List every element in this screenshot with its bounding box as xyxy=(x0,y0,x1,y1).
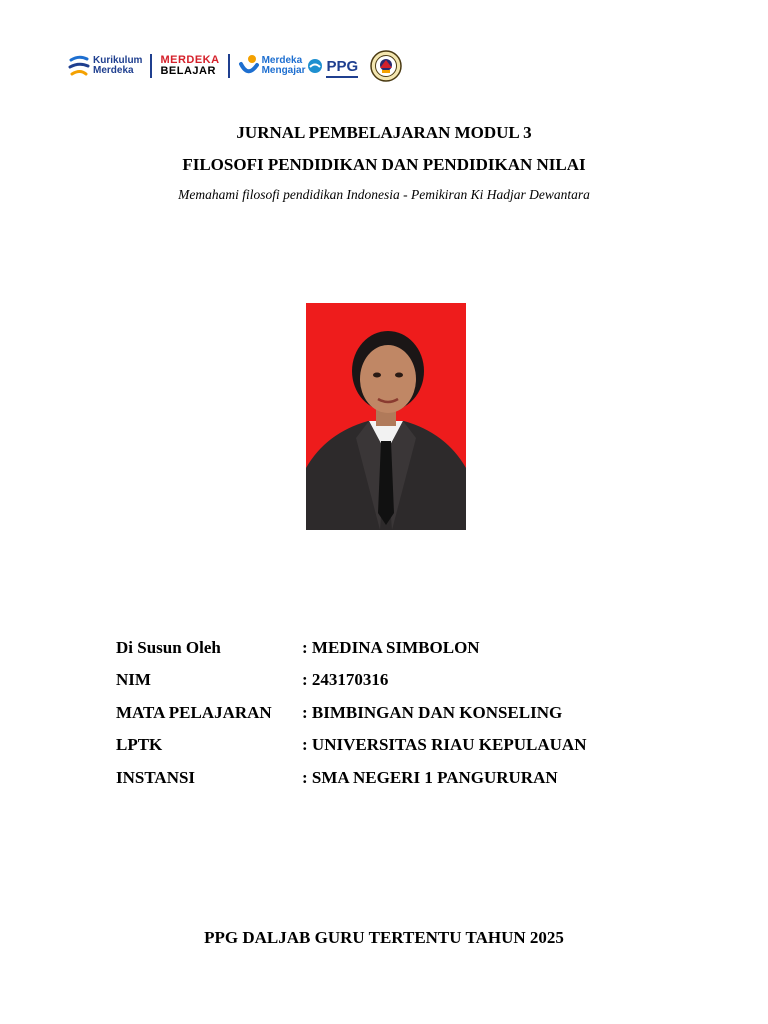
document-subtitle: Memahami filosofi pendidikan Indonesia - Pemikiran Ki Hadjar Dewantara xyxy=(178,187,590,202)
ppg-emblem-icon xyxy=(307,58,323,74)
info-label: LPTK xyxy=(116,735,163,755)
info-row xyxy=(116,638,586,670)
info-value: : 243170316 xyxy=(302,670,389,690)
university-seal-icon xyxy=(368,50,404,82)
footer-text: PPG DALJAB GURU TERTENTU TAHUN 2025 xyxy=(204,928,564,947)
merdeka-text: Merdeka xyxy=(93,65,134,76)
info-row xyxy=(116,735,586,767)
merdeka-text: Merdeka xyxy=(261,55,303,66)
info-label: MATA PELAJARAN xyxy=(116,702,272,722)
document-title: JURNAL PEMBELAJARAN MODUL 3 xyxy=(236,123,532,142)
merdeka-belajar-line1: MERDEKA xyxy=(160,54,220,66)
merdeka-mengajar-logo xyxy=(238,54,306,78)
info-row xyxy=(116,670,586,702)
kurikulum-merdeka-icon xyxy=(68,54,90,78)
logo-divider xyxy=(228,54,230,78)
info-value: : MEDINA SIMBOLON xyxy=(302,638,480,657)
document-subject: FILOSOFI PENDIDIKAN DAN PENDIDIKAN NILAI xyxy=(182,155,586,174)
info-row xyxy=(116,703,586,735)
info-label: Di Susun Oleh xyxy=(116,638,221,657)
info-row xyxy=(116,768,586,800)
merdeka-belajar-line2: BELAJAR xyxy=(160,65,216,77)
kurikulum-text: Kurikulum xyxy=(93,55,143,66)
merdeka-belajar-logo xyxy=(160,55,219,77)
ppg-logo xyxy=(307,58,358,75)
info-value: : BIMBINGAN DAN KONSELING xyxy=(302,702,563,722)
logo-divider xyxy=(150,54,152,78)
info-value: : SMA NEGERI 1 PANGURURAN xyxy=(302,767,558,787)
author-info-table xyxy=(116,638,586,800)
kurikulum-merdeka-logo xyxy=(68,54,142,78)
ppg-text: PPG xyxy=(326,57,359,75)
logo-strip xyxy=(68,50,404,82)
info-label: INSTANSI xyxy=(116,767,196,787)
merdeka-mengajar-icon xyxy=(238,54,260,78)
author-photo xyxy=(306,303,466,530)
mengajar-text: Mengajar xyxy=(261,65,306,76)
info-value: : UNIVERSITAS RIAU KEPULAUAN xyxy=(302,735,587,755)
info-label: NIM xyxy=(116,670,151,690)
